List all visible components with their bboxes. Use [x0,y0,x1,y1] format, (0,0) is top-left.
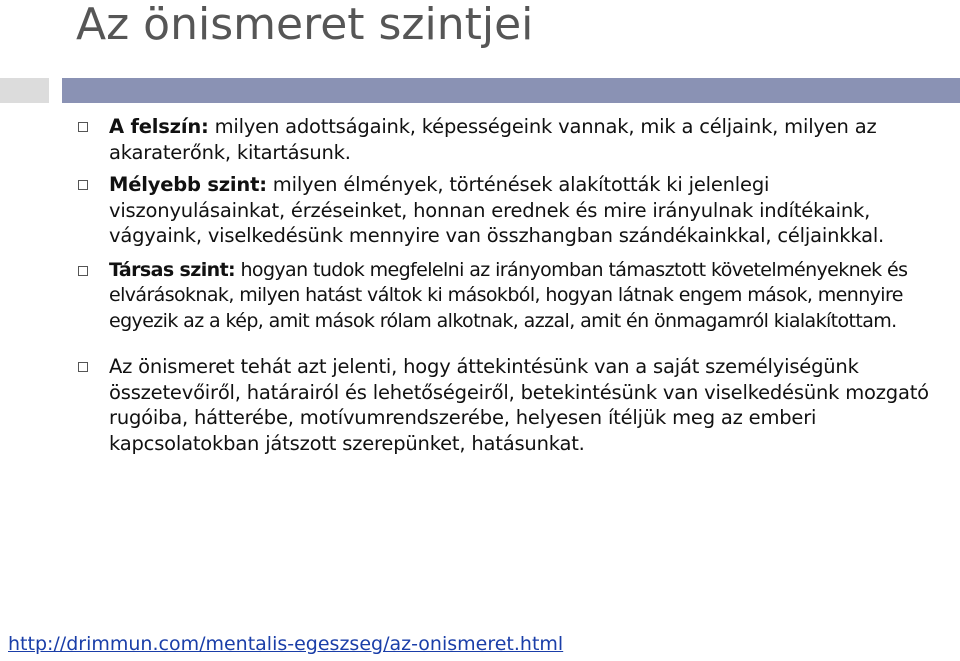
source-link[interactable]: http://drimmun.com/mentalis-egeszseg/az-onismeret.html [8,633,564,655]
item-lead: Mélyebb szint: [109,173,267,196]
item-lead: Társas szint: [109,258,236,281]
slide-title: Az önismeret szintjei [76,0,534,50]
square-bullet-icon [78,266,88,276]
square-bullet-icon [78,122,88,132]
list-item [77,114,939,165]
square-bullet-icon [78,180,88,190]
list-item [77,258,939,335]
title-divider-bar [62,78,960,103]
item-text: Az önismeret tehát azt jelenti, hogy áttekintésünk van a saját személyiségünk összetevőiről, határairól és lehetőségeiről, betekintésünk van viselkedésünk mozgató rugóiba, hátterébe, motívumrendszerébe, helyesen ítéljük meg az emberi kapcsolatokban játszott szerepünket, hatásunkat. [109,355,929,455]
square-bullet-icon [78,362,88,372]
title-divider-left [0,78,49,103]
list-item [77,172,939,249]
item-text: milyen adottságaink, képességeink vannak, mik a céljaink, milyen az akaraterőnk, kitartásunk. [109,115,877,164]
list-item [77,354,939,456]
item-text: milyen élmények, történések alakították ki jelenlegi viszonyulásainkat, érzéseinket, honnan erednek és mire irányulnak indítékaink, vágyaink, viselkedésünk mennyire van összhangban szándékainkkal, céljainkkal. [109,173,885,247]
item-lead: A felszín: [109,115,209,138]
item-text: hogyan tudok megfelelni az irányomban támasztott követelményeknek és elvárásoknak, milyen hatást váltok ki másokból, hogyan látnak engem mások, mennyire egyezik az a kép, amit mások rólam alkotnak, azzal, amit én önmagamról kialakítottam. [109,258,908,332]
bullet-list [77,114,939,456]
